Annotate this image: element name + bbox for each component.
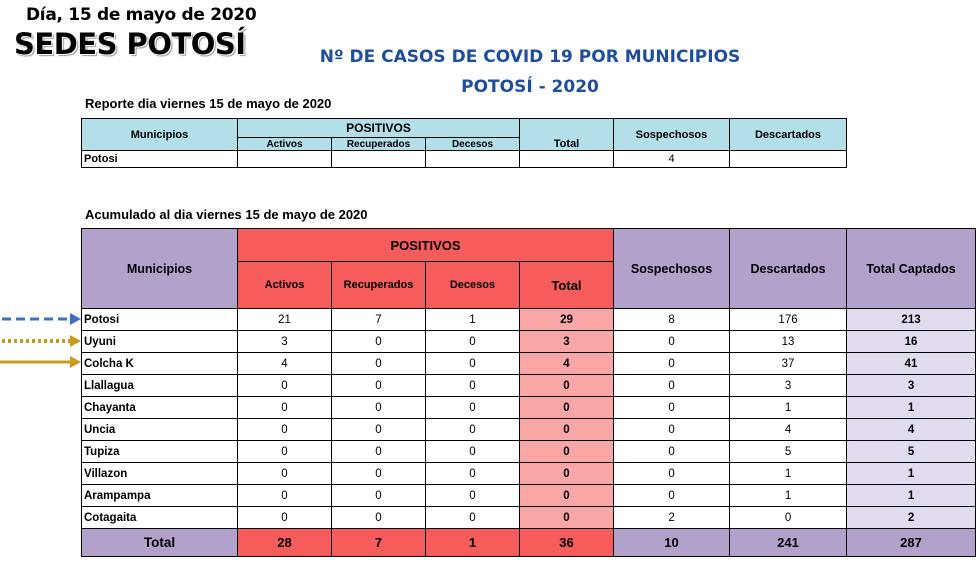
totals-descartados: 241 [730, 529, 847, 557]
table-row [82, 419, 976, 441]
descartados-cell [730, 151, 847, 168]
totals-label: Total [82, 529, 238, 557]
recuperados-cell: 0 [332, 331, 426, 353]
table-row [82, 485, 976, 507]
sospechosos-cell: 8 [614, 309, 730, 331]
table-row [82, 375, 976, 397]
captados-cell: 1 [847, 463, 976, 485]
sospechosos-cell: 0 [614, 485, 730, 507]
total-cell: 0 [520, 375, 614, 397]
descartados-cell: 176 [730, 309, 847, 331]
activos-cell: 0 [238, 441, 332, 463]
total-cell: 0 [520, 463, 614, 485]
descartados-cell: 0 [730, 507, 847, 529]
sospechosos-cell: 0 [614, 441, 730, 463]
totals-sospechosos: 10 [614, 529, 730, 557]
table-row [82, 151, 847, 168]
municipio-cell: Llallagua [82, 375, 238, 397]
activos-cell [238, 151, 332, 168]
descartados-cell: 37 [730, 353, 847, 375]
sospechosos-cell: 0 [614, 353, 730, 375]
total-cell: 0 [520, 507, 614, 529]
totals-activos: 28 [238, 529, 332, 557]
captados-cell: 5 [847, 441, 976, 463]
activos-cell: 0 [238, 419, 332, 441]
table-row [82, 331, 976, 353]
recuperados-cell: 7 [332, 309, 426, 331]
decesos-cell: 0 [426, 463, 520, 485]
solid-arrow-right-icon [0, 355, 82, 369]
recuperados-cell: 0 [332, 507, 426, 529]
activos-cell: 0 [238, 507, 332, 529]
sospechosos-cell: 0 [614, 419, 730, 441]
recuperados-cell [332, 151, 426, 168]
header-total: Total [520, 119, 614, 151]
sospechosos-cell: 0 [614, 463, 730, 485]
header-sospechosos: Sospechosos [614, 119, 730, 151]
organization-name: SEDES POTOSÍ [14, 27, 246, 61]
decesos-cell: 0 [426, 397, 520, 419]
table-row [82, 309, 976, 331]
captados-cell: 1 [847, 485, 976, 507]
descartados-cell: 1 [730, 485, 847, 507]
table-row [82, 397, 976, 419]
table-row [82, 353, 976, 375]
captados-cell: 3 [847, 375, 976, 397]
header-recuperados: Recuperados [332, 138, 426, 151]
municipio-cell: Arampampa [82, 485, 238, 507]
captados-cell: 1 [847, 397, 976, 419]
municipio-cell: Colcha K [82, 353, 238, 375]
captados-cell: 41 [847, 353, 976, 375]
descartados-cell: 3 [730, 375, 847, 397]
table-row [82, 463, 976, 485]
header-descartados: Descartados [730, 229, 847, 309]
header-activos: Activos [238, 262, 332, 309]
header-positivos: POSITIVOS [238, 119, 520, 138]
table-row [82, 441, 976, 463]
decesos-cell [426, 151, 520, 168]
table-row [82, 507, 976, 529]
header-activos: Activos [238, 138, 332, 151]
descartados-cell: 1 [730, 397, 847, 419]
total-cell: 0 [520, 397, 614, 419]
header-recuperados: Recuperados [332, 262, 426, 309]
sospechosos-cell: 0 [614, 331, 730, 353]
totals-total: 36 [520, 529, 614, 557]
municipio-cell: Cotagaita [82, 507, 238, 529]
decesos-cell: 0 [426, 331, 520, 353]
municipio-cell: Uyuni [82, 331, 238, 353]
decesos-cell: 0 [426, 353, 520, 375]
dotted-arrow-right-icon [0, 334, 82, 348]
activos-cell: 21 [238, 309, 332, 331]
descartados-cell: 1 [730, 463, 847, 485]
decesos-cell: 0 [426, 485, 520, 507]
report-date: Día, 15 de mayo de 2020 [26, 5, 257, 25]
recuperados-cell: 0 [332, 375, 426, 397]
activos-cell: 0 [238, 375, 332, 397]
header-municipios: Municipios [82, 119, 238, 151]
total-cell: 29 [520, 309, 614, 331]
decesos-cell: 0 [426, 507, 520, 529]
activos-cell: 0 [238, 463, 332, 485]
municipio-cell: Uncia [82, 419, 238, 441]
dashed-arrow-right-icon [0, 312, 82, 326]
activos-cell: 0 [238, 397, 332, 419]
decesos-cell: 1 [426, 309, 520, 331]
total-cell: 0 [520, 419, 614, 441]
activos-cell: 4 [238, 353, 332, 375]
recuperados-cell: 0 [332, 353, 426, 375]
accumulated-table [81, 228, 976, 557]
totals-captados: 287 [847, 529, 976, 557]
decesos-cell: 0 [426, 375, 520, 397]
header-descartados: Descartados [730, 119, 847, 151]
header-positivos: POSITIVOS [238, 229, 614, 262]
totals-row [82, 529, 976, 557]
total-cell: 0 [520, 485, 614, 507]
total-cell: 3 [520, 331, 614, 353]
header-total: Total [520, 262, 614, 309]
header-municipios: Municipios [82, 229, 238, 309]
municipio-cell: Villazon [82, 463, 238, 485]
decesos-cell: 0 [426, 419, 520, 441]
totals-decesos: 1 [426, 529, 520, 557]
municipio-cell: Potosi [82, 309, 238, 331]
captados-cell: 4 [847, 419, 976, 441]
daily-report-table [81, 118, 847, 168]
captados-cell: 2 [847, 507, 976, 529]
totals-recuperados: 7 [332, 529, 426, 557]
recuperados-cell: 0 [332, 419, 426, 441]
captados-cell: 16 [847, 331, 976, 353]
recuperados-cell: 0 [332, 397, 426, 419]
report-caption: Reporte dia viernes 15 de mayo de 2020 [85, 96, 332, 111]
header-decesos: Decesos [426, 138, 520, 151]
header-total-captados: Total Captados [847, 229, 976, 309]
sospechosos-cell: 2 [614, 507, 730, 529]
total-cell: 4 [520, 353, 614, 375]
activos-cell: 0 [238, 485, 332, 507]
page-title: Nº DE CASOS DE COVID 19 POR MUNICIPIOS [319, 47, 741, 67]
total-cell [520, 151, 614, 168]
page-subtitle: POTOSÍ - 2020 [461, 77, 599, 97]
accumulated-caption: Acumulado al dia viernes 15 de mayo de 2020 [85, 207, 368, 222]
total-cell: 0 [520, 441, 614, 463]
sospechosos-cell: 0 [614, 375, 730, 397]
descartados-cell: 4 [730, 419, 847, 441]
activos-cell: 3 [238, 331, 332, 353]
header-sospechosos: Sospechosos [614, 229, 730, 309]
municipio-cell: Tupiza [82, 441, 238, 463]
recuperados-cell: 0 [332, 463, 426, 485]
descartados-cell: 13 [730, 331, 847, 353]
sospechosos-cell: 4 [614, 151, 730, 168]
decesos-cell: 0 [426, 441, 520, 463]
municipio-cell: Chayanta [82, 397, 238, 419]
recuperados-cell: 0 [332, 441, 426, 463]
captados-cell: 213 [847, 309, 976, 331]
header-decesos: Decesos [426, 262, 520, 309]
sospechosos-cell: 0 [614, 397, 730, 419]
descartados-cell: 5 [730, 441, 847, 463]
municipio-cell: Potosi [82, 151, 238, 168]
recuperados-cell: 0 [332, 485, 426, 507]
